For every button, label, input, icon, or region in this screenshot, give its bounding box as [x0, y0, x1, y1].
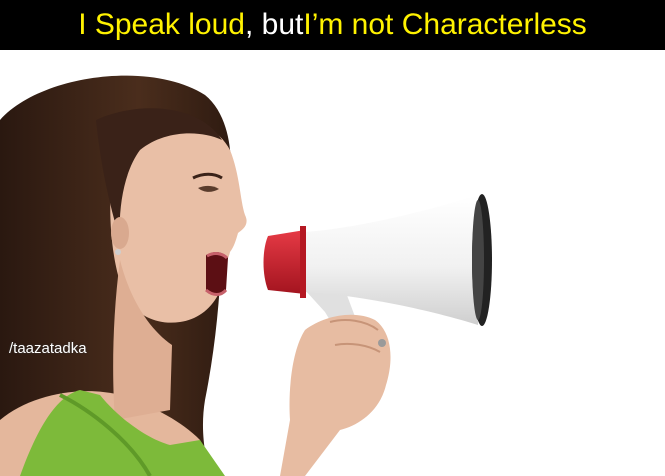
caption-banner — [0, 0, 665, 50]
watermark-text: /taazatadka — [9, 340, 87, 357]
caption-connector: , but — [244, 8, 304, 41]
caption-highlight-1: I Speak loud — [78, 8, 245, 41]
caption-highlight-2: I’m not Characterless — [303, 8, 587, 41]
photo-scene — [0, 50, 665, 476]
